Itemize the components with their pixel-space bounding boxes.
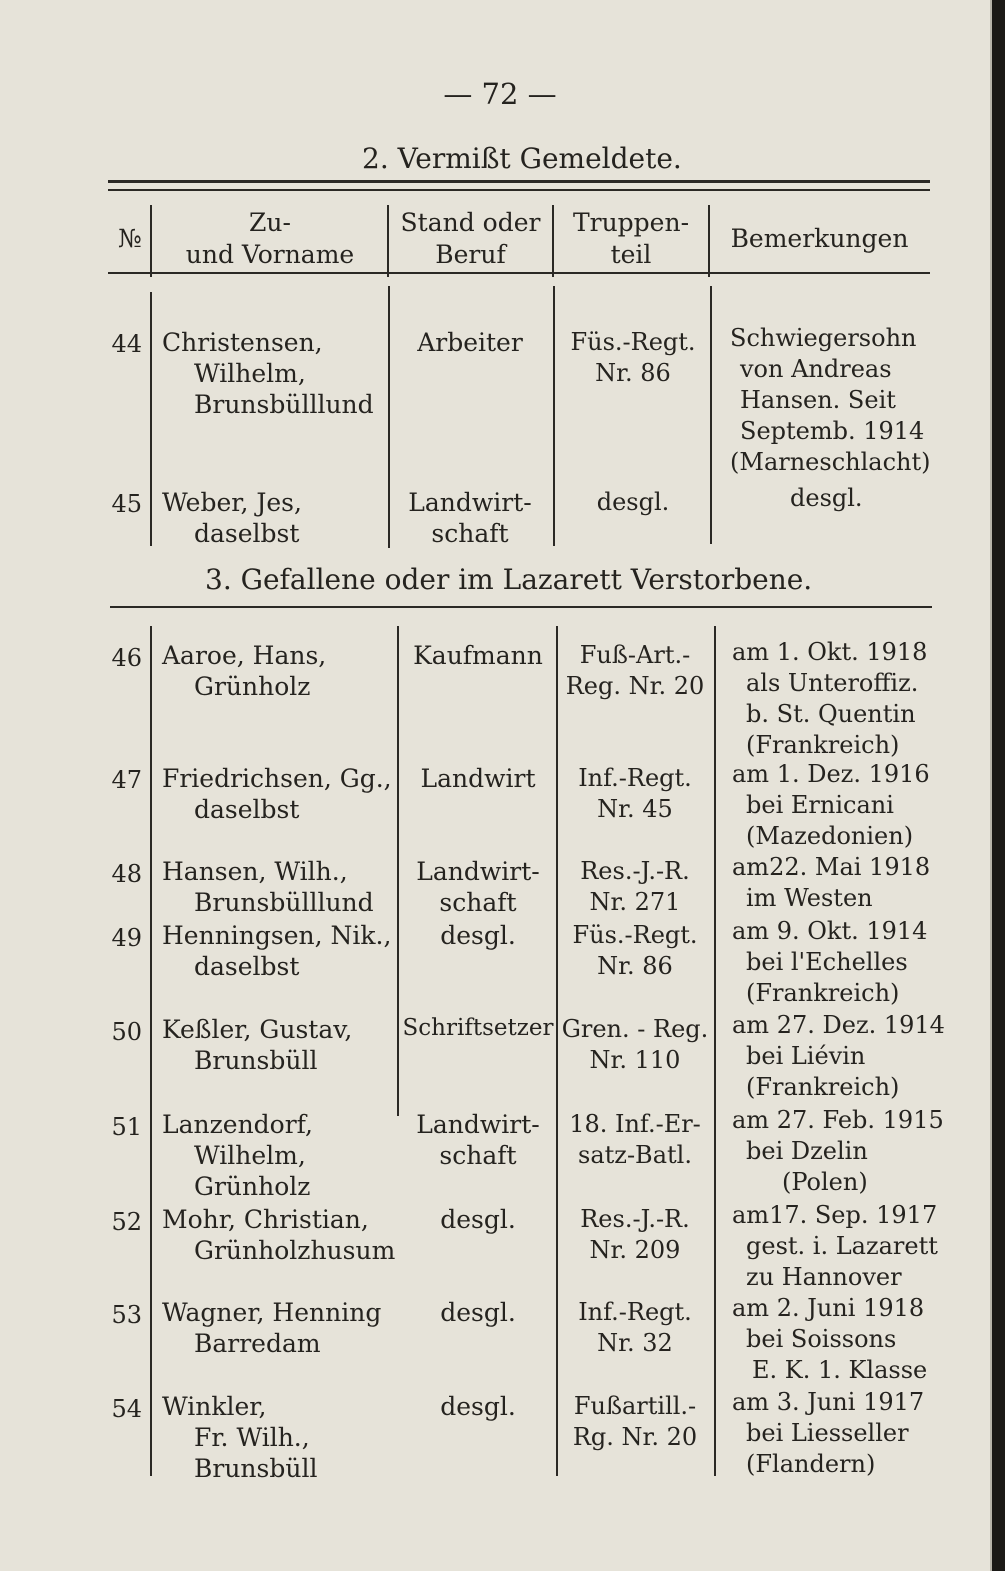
row-remarks: am 27. Dez. 1914 bei Liévin (Frankreich) bbox=[732, 1011, 945, 1101]
header-no: № bbox=[118, 224, 142, 253]
row-number: 52 bbox=[111, 1208, 142, 1236]
row-name: Weber, Jes, daselbst bbox=[162, 488, 302, 548]
row-unit: Inf.-Regt. Nr. 32 bbox=[578, 1298, 692, 1357]
row-unit: Füs.-Regt. Nr. 86 bbox=[570, 328, 696, 387]
row-remarks: desgl. bbox=[790, 484, 863, 512]
section-3-rule bbox=[110, 606, 932, 608]
row-name: Lanzendorf, Wilhelm, Grünholz bbox=[162, 1110, 313, 1201]
header-remarks: Bemerkungen bbox=[730, 224, 909, 253]
row-occupation: Schriftsetzer bbox=[402, 1015, 554, 1041]
row-remarks: am 9. Okt. 1914 bei l'Echelles (Frankreich) bbox=[732, 917, 928, 1007]
header-name-1: Zu- bbox=[249, 208, 291, 237]
row-name: Hansen, Wilh., Brunsbülllund bbox=[162, 857, 374, 917]
row-remarks: am 3. Juni 1917 bei Liesseller (Flandern) bbox=[732, 1388, 925, 1478]
row-occupation: Landwirt- schaft bbox=[416, 857, 540, 917]
header-divider bbox=[552, 205, 554, 277]
row-remarks: am 1. Okt. 1918 als Unteroffiz. b. St. Quentin (Frankreich) bbox=[732, 638, 928, 759]
row-occupation: desgl. bbox=[440, 921, 516, 950]
row-number: 44 bbox=[111, 330, 142, 358]
row-unit: Gren. - Reg. Nr. 110 bbox=[561, 1015, 709, 1074]
row-occupation: desgl. bbox=[440, 1392, 516, 1421]
row-number: 54 bbox=[111, 1395, 142, 1423]
row-occupation: Kaufmann bbox=[413, 641, 543, 670]
row-name: Mohr, Christian, Grünholzhusum bbox=[162, 1205, 396, 1265]
column-divider bbox=[150, 292, 152, 546]
row-unit: Inf.-Regt. Nr. 45 bbox=[578, 764, 692, 823]
row-number: 50 bbox=[111, 1018, 142, 1046]
header-rule-top-2 bbox=[108, 189, 930, 191]
row-unit: Fuß-Art.- Reg. Nr. 20 bbox=[565, 641, 705, 700]
row-occupation: desgl. bbox=[440, 1298, 516, 1327]
row-occupation: Arbeiter bbox=[417, 328, 523, 357]
row-remarks: Schwiegersohn von Andreas Hansen. Seit Septemb. 1914 (Marneschlacht) bbox=[730, 324, 931, 476]
row-number: 51 bbox=[111, 1113, 142, 1141]
row-unit: Res.-J.-R. Nr. 271 bbox=[580, 857, 690, 916]
row-remarks: am17. Sep. 1917 gest. i. Lazarett zu Hannover bbox=[732, 1201, 938, 1291]
row-number: 49 bbox=[111, 924, 142, 952]
header-job-2: Beruf bbox=[435, 240, 506, 269]
row-remarks: am 1. Dez. 1916 bei Ernicani (Mazedonien) bbox=[732, 760, 930, 850]
header-divider bbox=[387, 205, 389, 277]
row-unit: Fußartill.- Rg. Nr. 20 bbox=[572, 1392, 698, 1451]
header-name-2: und Vorname bbox=[185, 240, 355, 269]
header-divider bbox=[708, 205, 710, 277]
row-occupation: desgl. bbox=[440, 1205, 516, 1234]
header-unit-1: Truppen- bbox=[572, 208, 690, 237]
row-unit: desgl. bbox=[596, 488, 670, 516]
row-name: Friedrichsen, Gg., daselbst bbox=[162, 764, 392, 824]
row-name: Keßler, Gustav, Brunsbüll bbox=[162, 1015, 353, 1075]
header-divider bbox=[150, 205, 152, 277]
row-name: Wagner, Henning Barredam bbox=[162, 1298, 382, 1358]
row-occupation: Landwirt- schaft bbox=[416, 1110, 540, 1170]
section-3-title: 3. Gefallene oder im Lazarett Verstorbene. bbox=[205, 563, 813, 596]
row-name: Christensen, Wilhelm, Brunsbülllund bbox=[162, 328, 374, 419]
row-unit: Füs.-Regt. Nr. 86 bbox=[572, 921, 698, 980]
row-number: 46 bbox=[111, 644, 142, 672]
row-remarks: am 27. Feb. 1915 bei Dzelin (Polen) bbox=[732, 1106, 944, 1196]
row-number: 53 bbox=[111, 1301, 142, 1329]
row-number: 45 bbox=[111, 490, 142, 518]
row-remarks: am22. Mai 1918 im Westen bbox=[732, 853, 931, 912]
row-name: Henningsen, Nik., daselbst bbox=[162, 921, 392, 981]
row-occupation: Landwirt- schaft bbox=[408, 488, 532, 548]
header-job-1: Stand oder bbox=[400, 208, 541, 237]
header-rule-bottom bbox=[108, 272, 930, 274]
header-unit-2: teil bbox=[610, 240, 652, 269]
row-remarks: am 2. Juni 1918 bei Soissons E. K. 1. Klasse bbox=[732, 1294, 928, 1384]
row-name: Aaroe, Hans, Grünholz bbox=[162, 641, 327, 701]
header-rule-top bbox=[108, 180, 930, 183]
row-number: 47 bbox=[111, 766, 142, 794]
row-number: 48 bbox=[111, 860, 142, 888]
column-divider bbox=[150, 626, 152, 1476]
page-number: — 72 — bbox=[443, 77, 557, 111]
row-occupation: Landwirt bbox=[420, 764, 536, 793]
row-name: Winkler, Fr. Wilh., Brunsbüll bbox=[162, 1392, 318, 1483]
section-2-title: 2. Vermißt Gemeldete. bbox=[362, 142, 682, 175]
row-unit: Res.-J.-R. Nr. 209 bbox=[580, 1205, 690, 1264]
row-unit: 18. Inf.-Er- satz-Batl. bbox=[569, 1110, 701, 1169]
